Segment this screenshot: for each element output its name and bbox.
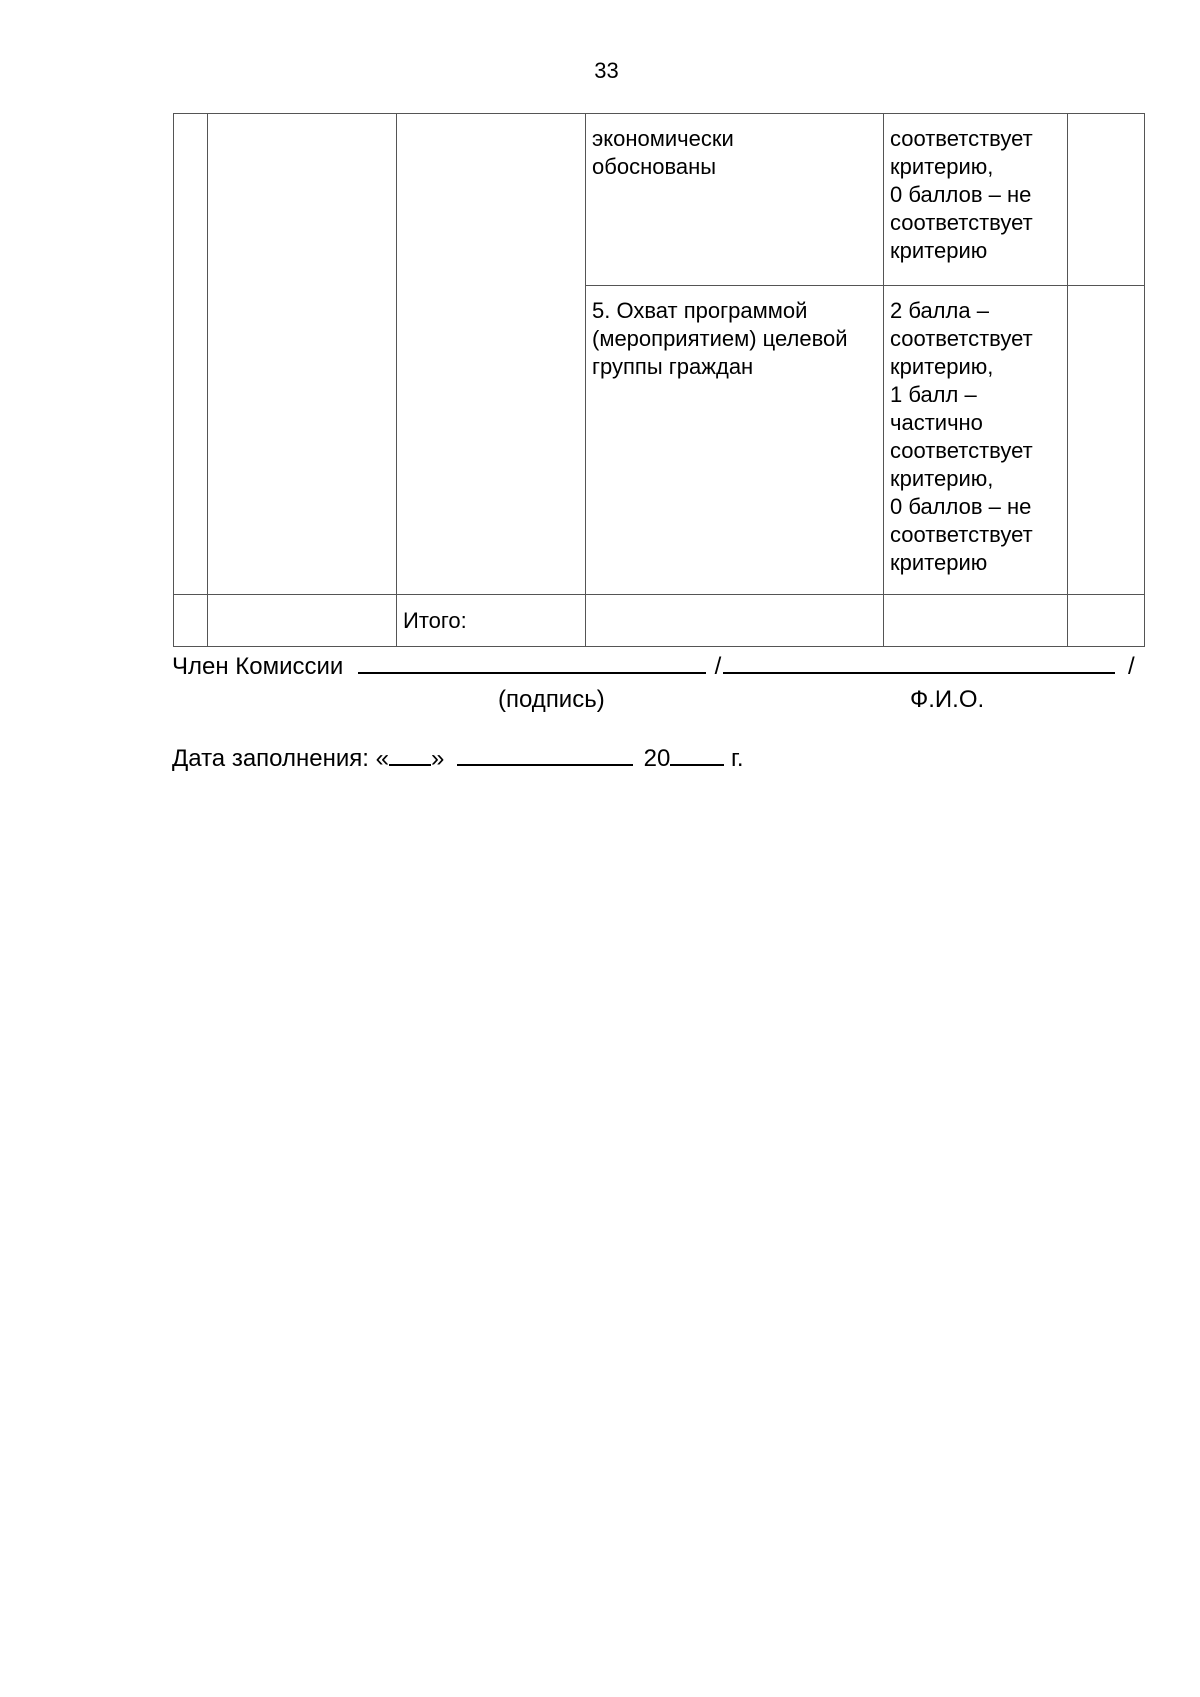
date-close-quote: » (430, 745, 445, 772)
year-field[interactable] (670, 742, 724, 766)
table-cell-program (208, 114, 397, 595)
table-cell-program (208, 595, 397, 647)
day-field[interactable] (389, 742, 431, 766)
full-name-hint: Ф.И.О. (910, 686, 985, 713)
table-row-total (174, 595, 1145, 647)
month-field[interactable] (457, 742, 633, 766)
full-name-field[interactable] (723, 650, 1115, 674)
signature-label: Член Комиссии (172, 653, 344, 680)
table-cell-scoring (884, 595, 1068, 647)
date-open-quote: « (375, 745, 389, 772)
signature-end-slash: / (1128, 653, 1135, 680)
signature-line (172, 650, 1137, 681)
table-cell-criterion: 5. Охват программой (мероприятием) целевой группы граждан (586, 286, 884, 595)
table-cell-score[interactable] (1068, 286, 1145, 595)
date-label: Дата заполнения: (172, 745, 369, 772)
table-cell-criterion (586, 595, 884, 647)
year-suffix: г. (731, 745, 744, 772)
table-cell-number (174, 114, 208, 595)
table-cell-score[interactable] (1068, 114, 1145, 286)
signature-field[interactable] (358, 650, 706, 674)
signature-hint: (подпись) (498, 686, 605, 713)
year-prefix: 20 (643, 745, 671, 772)
page-number: 33 (594, 58, 619, 83)
table-cell-number (174, 595, 208, 647)
table-cell-criterion: экономически обоснованы (586, 114, 884, 286)
table-row (174, 114, 1145, 286)
criteria-table (173, 113, 1145, 647)
total-label: Итого: (397, 595, 586, 647)
date-line (172, 742, 744, 773)
table-cell-scoring: 2 балла – соответствует критерию, 1 балл – частично соответствует критерию, 0 баллов – не соответствует критерию (884, 286, 1068, 595)
total-score-cell[interactable] (1068, 595, 1145, 647)
signature-separator: / (714, 653, 722, 680)
table-cell-direction (397, 114, 586, 595)
table-cell-scoring: соответствует критерию, 0 баллов – не соответствует критерию (884, 114, 1068, 286)
